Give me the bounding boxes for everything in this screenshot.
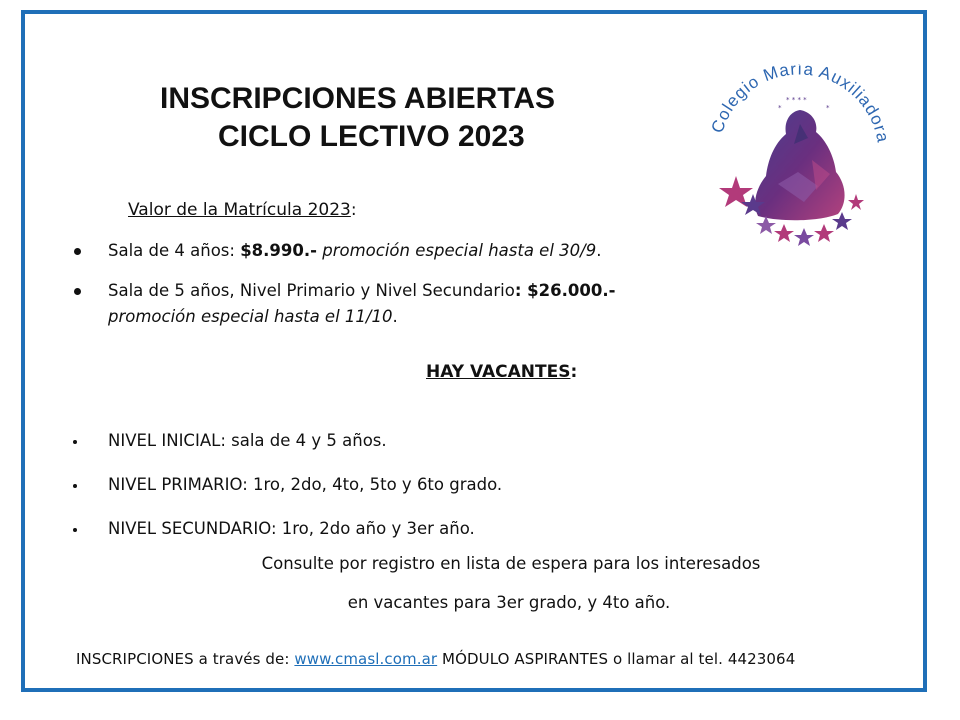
bullet-icon <box>74 248 81 255</box>
svg-text:*: * <box>778 104 782 112</box>
matricula-heading: Valor de la Matrícula 2023: <box>128 200 357 220</box>
bullet-icon <box>73 484 77 488</box>
title-line-2: CICLO LECTIVO 2023 <box>218 120 525 153</box>
page-title <box>160 80 630 156</box>
levels-list <box>68 428 768 560</box>
price-list <box>68 238 728 344</box>
bullet-icon <box>73 528 77 532</box>
price-value: $26.000.- <box>521 281 616 300</box>
promo-note: promoción especial hasta el 30/9 <box>317 241 597 260</box>
list-item: Sala de 4 años: $8.990.- promoción especial hasta el 30/9. <box>68 238 728 264</box>
price-value: $8.990.- <box>240 241 317 260</box>
list-item: NIVEL PRIMARIO: 1ro, 2do, 4to, 5to y 6to grado. <box>68 472 768 516</box>
title-line-1: INSCRIPCIONES ABIERTAS <box>160 82 556 115</box>
school-logo <box>708 64 888 254</box>
waitlist-note-line-1: Consulte por registro en lista de espera para los interesados <box>261 554 761 573</box>
bullet-icon <box>74 288 81 295</box>
list-item: NIVEL SECUNDARIO: 1ro, 2do año y 3er año. <box>68 516 768 560</box>
vacantes-heading: HAY VACANTES: <box>426 362 578 382</box>
website-link[interactable]: www.cmasl.com.ar <box>294 650 438 668</box>
svg-text:* * * *: * * * * <box>786 96 807 104</box>
list-item: NIVEL INICIAL: sala de 4 y 5 años. <box>68 428 768 472</box>
bullet-icon <box>73 440 77 444</box>
list-item: Sala de 5 años, Nivel Primario y Nivel Secundario: $26.000.- promoción especial hasta el 11/10. <box>68 278 728 330</box>
footer-contact: INSCRIPCIONES a través de: www.cmasl.com.ar MÓDULO ASPIRANTES o llamar al tel. 4423064 <box>76 650 796 668</box>
svg-text:*: * <box>826 104 830 112</box>
promo-note: promoción especial hasta el 11/10 <box>108 307 393 326</box>
waitlist-note-line-2: en vacantes para 3er grado, y 4to año. <box>347 593 671 612</box>
madonna-stars-logo-icon <box>708 64 888 254</box>
logo-text: Colegio María Auxiliado <box>708 64 888 136</box>
